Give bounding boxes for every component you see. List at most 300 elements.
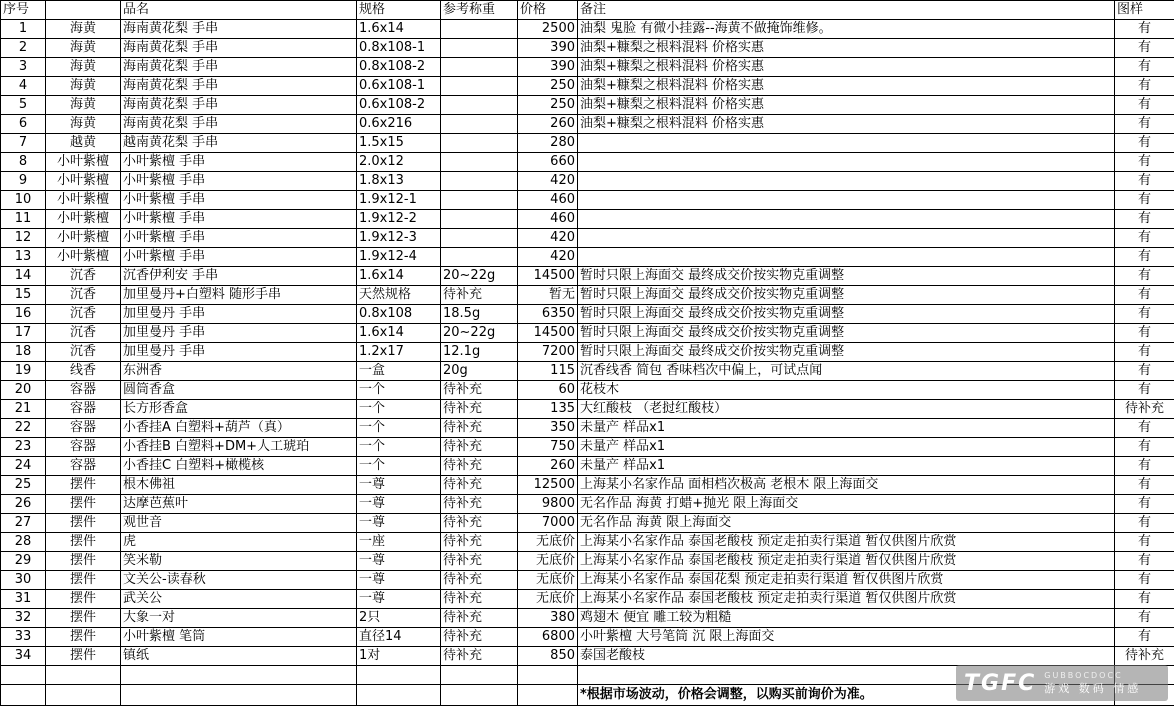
cell-index[interactable]: 14 — [1, 267, 46, 286]
cell-weight[interactable] — [441, 134, 518, 153]
cell-price[interactable]: 14500 — [518, 324, 578, 343]
cell-category[interactable]: 摆件 — [46, 647, 121, 666]
cell-sample[interactable]: 有 — [1115, 343, 1174, 362]
cell-weight[interactable]: 待补充 — [441, 495, 518, 514]
cell-weight[interactable]: 待补充 — [441, 400, 518, 419]
cell-spec[interactable]: 1.5x15 — [357, 134, 441, 153]
cell-spec[interactable]: 一尊 — [357, 495, 441, 514]
empty-cell[interactable] — [1, 685, 46, 706]
cell-weight[interactable]: 待补充 — [441, 438, 518, 457]
cell-price[interactable]: 420 — [518, 172, 578, 191]
empty-cell[interactable] — [357, 685, 441, 706]
cell-name[interactable]: 长方形香盒 — [121, 400, 357, 419]
empty-cell[interactable] — [1, 666, 46, 685]
cell-index[interactable]: 16 — [1, 305, 46, 324]
cell-spec[interactable]: 一尊 — [357, 590, 441, 609]
cell-price[interactable]: 9800 — [518, 495, 578, 514]
cell-index[interactable]: 27 — [1, 514, 46, 533]
cell-category[interactable]: 小叶紫檀 — [46, 172, 121, 191]
cell-sample[interactable]: 有 — [1115, 381, 1174, 400]
cell-category[interactable]: 小叶紫檀 — [46, 153, 121, 172]
empty-cell[interactable] — [441, 666, 518, 685]
cell-category[interactable]: 沉香 — [46, 267, 121, 286]
cell-sample[interactable]: 有 — [1115, 362, 1174, 381]
cell-price[interactable]: 750 — [518, 438, 578, 457]
cell-name[interactable]: 海南黄花梨 手串 — [121, 20, 357, 39]
cell-sample[interactable]: 有 — [1115, 134, 1174, 153]
cell-weight[interactable]: 12.1g — [441, 343, 518, 362]
cell-name[interactable]: 小香挂C 白塑料+橄榄核 — [121, 457, 357, 476]
cell-price[interactable]: 14500 — [518, 267, 578, 286]
cell-notes[interactable] — [578, 248, 1115, 267]
cell-name[interactable]: 海南黄花梨 手串 — [121, 39, 357, 58]
cell-weight[interactable]: 待补充 — [441, 514, 518, 533]
cell-name[interactable]: 小香挂B 白塑料+DM+人工琥珀 — [121, 438, 357, 457]
empty-cell[interactable] — [121, 666, 357, 685]
cell-name[interactable]: 加里曼丹 手串 — [121, 305, 357, 324]
cell-price[interactable]: 12500 — [518, 476, 578, 495]
cell-notes[interactable]: 泰国老酸枝 — [578, 647, 1115, 666]
cell-spec[interactable]: 一个 — [357, 457, 441, 476]
cell-category[interactable]: 海黄 — [46, 58, 121, 77]
cell-price[interactable]: 60 — [518, 381, 578, 400]
cell-name[interactable]: 小叶紫檀 手串 — [121, 248, 357, 267]
cell-category[interactable]: 海黄 — [46, 39, 121, 58]
cell-name[interactable]: 海南黄花梨 手串 — [121, 58, 357, 77]
cell-category[interactable]: 沉香 — [46, 324, 121, 343]
empty-cell[interactable] — [121, 685, 357, 706]
cell-category[interactable]: 沉香 — [46, 305, 121, 324]
header-row — [1, 1, 1174, 20]
cell-name[interactable]: 加里曼丹+白塑料 随形手串 — [121, 286, 357, 305]
cell-index[interactable]: 23 — [1, 438, 46, 457]
cell-index[interactable]: 8 — [1, 153, 46, 172]
cell-price[interactable]: 无底价 — [518, 533, 578, 552]
cell-notes[interactable]: 未量产 样品x1 — [578, 438, 1115, 457]
cell-sample[interactable]: 有 — [1115, 609, 1174, 628]
cell-sample[interactable]: 有 — [1115, 571, 1174, 590]
cell-index[interactable]: 30 — [1, 571, 46, 590]
cell-price[interactable]: 7000 — [518, 514, 578, 533]
cell-index[interactable]: 7 — [1, 134, 46, 153]
cell-name[interactable]: 文关公-读春秋 — [121, 571, 357, 590]
cell-sample[interactable]: 有 — [1115, 495, 1174, 514]
cell-spec[interactable]: 1.9x12-3 — [357, 229, 441, 248]
cell-category[interactable]: 小叶紫檀 — [46, 210, 121, 229]
cell-category[interactable]: 容器 — [46, 400, 121, 419]
cell-sample[interactable]: 有 — [1115, 438, 1174, 457]
cell-price[interactable]: 460 — [518, 210, 578, 229]
cell-name[interactable]: 小叶紫檀 手串 — [121, 153, 357, 172]
cell-sample[interactable]: 有 — [1115, 305, 1174, 324]
cell-category[interactable]: 沉香 — [46, 286, 121, 305]
cell-price[interactable]: 350 — [518, 419, 578, 438]
cell-notes[interactable]: 大红酸枝 （老挝红酸枝） — [578, 400, 1115, 419]
cell-notes[interactable]: 油梨 鬼脸 有微小挂露--海黄不做掩饰维修。 — [578, 20, 1115, 39]
cell-name[interactable]: 笑米勒 — [121, 552, 357, 571]
cell-index[interactable]: 17 — [1, 324, 46, 343]
cell-price[interactable]: 无底价 — [518, 552, 578, 571]
table-row — [1, 20, 1174, 39]
footer-note[interactable]: *根据市场波动，价格会调整，以购买前询价为准。 — [578, 685, 1115, 706]
cell-notes[interactable]: 无名作品 海黄 打蜡+抛光 限上海面交 — [578, 495, 1115, 514]
cell-index[interactable]: 3 — [1, 58, 46, 77]
cell-weight[interactable] — [441, 96, 518, 115]
header-cell-index[interactable]: 序号 — [1, 1, 46, 20]
cell-category[interactable]: 摆件 — [46, 552, 121, 571]
cell-notes[interactable]: 鸡翅木 便宜 雕工较为粗糙 — [578, 609, 1115, 628]
cell-index[interactable]: 19 — [1, 362, 46, 381]
cell-price[interactable]: 115 — [518, 362, 578, 381]
cell-spec[interactable]: 1对 — [357, 647, 441, 666]
cell-price[interactable]: 660 — [518, 153, 578, 172]
cell-category[interactable]: 容器 — [46, 457, 121, 476]
cell-price[interactable]: 420 — [518, 229, 578, 248]
cell-sample[interactable]: 有 — [1115, 172, 1174, 191]
cell-index[interactable]: 31 — [1, 590, 46, 609]
cell-price[interactable]: 无底价 — [518, 571, 578, 590]
cell-category[interactable]: 小叶紫檀 — [46, 229, 121, 248]
cell-sample[interactable]: 有 — [1115, 457, 1174, 476]
cell-sample[interactable]: 有 — [1115, 267, 1174, 286]
empty-cell[interactable] — [46, 666, 121, 685]
cell-name[interactable]: 虎 — [121, 533, 357, 552]
cell-sample[interactable]: 有 — [1115, 552, 1174, 571]
empty-cell[interactable] — [441, 685, 518, 706]
cell-notes[interactable]: 上海某小名家作品 泰国老酸枝 预定走拍卖行渠道 暂仅供图片欣赏 — [578, 552, 1115, 571]
cell-weight[interactable]: 待补充 — [441, 609, 518, 628]
header-cell-sample[interactable]: 图样 — [1115, 1, 1174, 20]
cell-index[interactable]: 20 — [1, 381, 46, 400]
cell-price[interactable]: 850 — [518, 647, 578, 666]
cell-sample[interactable]: 有 — [1115, 210, 1174, 229]
watermark-logo: TGFC — [956, 671, 1036, 696]
cell-index[interactable]: 10 — [1, 191, 46, 210]
table-row — [1, 495, 1174, 514]
cell-sample[interactable]: 有 — [1115, 229, 1174, 248]
cell-notes[interactable]: 上海某小名家作品 泰国老酸枝 预定走拍卖行渠道 暂仅供图片欣赏 — [578, 533, 1115, 552]
cell-index[interactable]: 1 — [1, 20, 46, 39]
cell-name[interactable]: 沉香伊利安 手串 — [121, 267, 357, 286]
cell-weight[interactable]: 18.5g — [441, 305, 518, 324]
cell-sample[interactable]: 有 — [1115, 77, 1174, 96]
cell-sample[interactable]: 有 — [1115, 20, 1174, 39]
cell-notes[interactable]: 油梨+糠梨之根料混料 价格实惠 — [578, 115, 1115, 134]
cell-spec[interactable]: 直径14 — [357, 628, 441, 647]
cell-notes[interactable]: 油梨+糠梨之根料混料 价格实惠 — [578, 96, 1115, 115]
cell-price[interactable]: 390 — [518, 58, 578, 77]
cell-sample[interactable]: 待补充 — [1115, 400, 1174, 419]
cell-weight[interactable] — [441, 191, 518, 210]
cell-notes[interactable] — [578, 153, 1115, 172]
header-cell-category[interactable] — [46, 1, 121, 20]
cell-weight[interactable] — [441, 20, 518, 39]
cell-notes[interactable]: 上海某小名家作品 泰国老酸枝 预定走拍卖行渠道 暂仅供图片欣赏 — [578, 590, 1115, 609]
empty-cell[interactable] — [518, 666, 578, 685]
cell-price[interactable]: 280 — [518, 134, 578, 153]
cell-sample[interactable]: 有 — [1115, 286, 1174, 305]
cell-name[interactable]: 小香挂A 白塑料+葫芦（真） — [121, 419, 357, 438]
cell-price[interactable]: 6350 — [518, 305, 578, 324]
cell-category[interactable]: 海黄 — [46, 20, 121, 39]
cell-spec[interactable]: 1.2x17 — [357, 343, 441, 362]
cell-weight[interactable]: 待补充 — [441, 381, 518, 400]
cell-index[interactable]: 18 — [1, 343, 46, 362]
header-cell-name[interactable]: 品名 — [121, 1, 357, 20]
cell-index[interactable]: 15 — [1, 286, 46, 305]
cell-spec[interactable]: 一尊 — [357, 571, 441, 590]
cell-spec[interactable]: 一个 — [357, 438, 441, 457]
cell-spec[interactable]: 2.0x12 — [357, 153, 441, 172]
cell-price[interactable]: 暂无 — [518, 286, 578, 305]
cell-weight[interactable]: 20g — [441, 362, 518, 381]
cell-name[interactable]: 达摩芭蕉叶 — [121, 495, 357, 514]
cell-spec[interactable]: 一个 — [357, 419, 441, 438]
cell-weight[interactable] — [441, 172, 518, 191]
cell-notes[interactable] — [578, 172, 1115, 191]
cell-spec[interactable]: 0.6x108-2 — [357, 96, 441, 115]
cell-category[interactable]: 容器 — [46, 381, 121, 400]
cell-category[interactable]: 海黄 — [46, 77, 121, 96]
cell-index[interactable]: 6 — [1, 115, 46, 134]
cell-notes[interactable]: 油梨+糠梨之根料混料 价格实惠 — [578, 77, 1115, 96]
cell-index[interactable]: 22 — [1, 419, 46, 438]
cell-name[interactable]: 海南黄花梨 手串 — [121, 115, 357, 134]
cell-weight[interactable]: 待补充 — [441, 457, 518, 476]
cell-index[interactable]: 29 — [1, 552, 46, 571]
cell-notes[interactable]: 油梨+糠梨之根料混料 价格实惠 — [578, 58, 1115, 77]
cell-category[interactable]: 摆件 — [46, 514, 121, 533]
cell-spec[interactable]: 一座 — [357, 533, 441, 552]
cell-name[interactable]: 加里曼丹 手串 — [121, 324, 357, 343]
cell-weight[interactable]: 待补充 — [441, 533, 518, 552]
cell-weight[interactable] — [441, 115, 518, 134]
cell-weight[interactable] — [441, 39, 518, 58]
cell-sample[interactable]: 有 — [1115, 533, 1174, 552]
cell-category[interactable]: 容器 — [46, 438, 121, 457]
cell-spec[interactable]: 天然规格 — [357, 286, 441, 305]
cell-weight[interactable]: 待补充 — [441, 590, 518, 609]
cell-notes[interactable] — [578, 134, 1115, 153]
cell-category[interactable]: 摆件 — [46, 476, 121, 495]
cell-notes[interactable]: 花枝木 — [578, 381, 1115, 400]
cell-category[interactable]: 摆件 — [46, 609, 121, 628]
cell-price[interactable]: 260 — [518, 457, 578, 476]
header-cell-notes[interactable]: 备注 — [578, 1, 1115, 20]
cell-notes[interactable]: 暂时只限上海面交 最终成交价按实物克重调整 — [578, 324, 1115, 343]
header-cell-price[interactable]: 价格 — [518, 1, 578, 20]
cell-weight[interactable]: 20~22g — [441, 324, 518, 343]
empty-cell[interactable] — [46, 685, 121, 706]
cell-spec[interactable]: 1.6x14 — [357, 20, 441, 39]
cell-index[interactable]: 11 — [1, 210, 46, 229]
cell-index[interactable]: 33 — [1, 628, 46, 647]
cell-index[interactable]: 32 — [1, 609, 46, 628]
cell-sample[interactable]: 有 — [1115, 628, 1174, 647]
cell-sample[interactable]: 有 — [1115, 514, 1174, 533]
cell-name[interactable]: 加里曼丹 手串 — [121, 343, 357, 362]
cell-notes[interactable]: 暂时只限上海面交 最终成交价按实物克重调整 — [578, 286, 1115, 305]
cell-name[interactable]: 小叶紫檀 手串 — [121, 172, 357, 191]
cell-name[interactable]: 大象一对 — [121, 609, 357, 628]
cell-spec[interactable]: 1.9x12-4 — [357, 248, 441, 267]
cell-index[interactable]: 26 — [1, 495, 46, 514]
cell-category[interactable]: 越黄 — [46, 134, 121, 153]
cell-index[interactable]: 2 — [1, 39, 46, 58]
cell-notes[interactable]: 小叶紫檀 大号笔筒 沉 限上海面交 — [578, 628, 1115, 647]
cell-category[interactable]: 小叶紫檀 — [46, 191, 121, 210]
cell-index[interactable]: 12 — [1, 229, 46, 248]
cell-name[interactable]: 根木佛祖 — [121, 476, 357, 495]
cell-price[interactable]: 135 — [518, 400, 578, 419]
cell-price[interactable]: 2500 — [518, 20, 578, 39]
header-cell-spec[interactable]: 规格 — [357, 1, 441, 20]
cell-spec[interactable]: 一尊 — [357, 476, 441, 495]
cell-notes[interactable]: 油梨+糠梨之根料混料 价格实惠 — [578, 39, 1115, 58]
cell-category[interactable]: 摆件 — [46, 495, 121, 514]
cell-spec[interactable]: 一尊 — [357, 514, 441, 533]
empty-cell[interactable] — [357, 666, 441, 685]
cell-weight[interactable]: 待补充 — [441, 286, 518, 305]
cell-spec[interactable]: 1.9x12-1 — [357, 191, 441, 210]
cell-notes[interactable]: 暂时只限上海面交 最终成交价按实物克重调整 — [578, 343, 1115, 362]
cell-category[interactable]: 线香 — [46, 362, 121, 381]
cell-weight[interactable]: 待补充 — [441, 647, 518, 666]
cell-index[interactable]: 13 — [1, 248, 46, 267]
cell-notes[interactable] — [578, 229, 1115, 248]
cell-spec[interactable]: 0.6x216 — [357, 115, 441, 134]
cell-notes[interactable]: 上海某小名家作品 面相档次极高 老根木 限上海面交 — [578, 476, 1115, 495]
cell-weight[interactable] — [441, 248, 518, 267]
cell-spec[interactable]: 0.8x108-1 — [357, 39, 441, 58]
cell-index[interactable]: 24 — [1, 457, 46, 476]
cell-weight[interactable] — [441, 77, 518, 96]
sheet-body — [1, 1, 1174, 706]
cell-category[interactable]: 摆件 — [46, 628, 121, 647]
cell-notes[interactable] — [578, 191, 1115, 210]
cell-price[interactable]: 420 — [518, 248, 578, 267]
cell-price[interactable]: 无底价 — [518, 590, 578, 609]
cell-weight[interactable] — [441, 153, 518, 172]
cell-sample[interactable]: 有 — [1115, 476, 1174, 495]
cell-category[interactable]: 摆件 — [46, 571, 121, 590]
cell-category[interactable]: 摆件 — [46, 533, 121, 552]
cell-sample[interactable]: 有 — [1115, 153, 1174, 172]
cell-index[interactable]: 34 — [1, 647, 46, 666]
cell-category[interactable]: 海黄 — [46, 96, 121, 115]
cell-index[interactable]: 9 — [1, 172, 46, 191]
cell-price[interactable]: 260 — [518, 115, 578, 134]
cell-name[interactable]: 观世音 — [121, 514, 357, 533]
cell-sample[interactable]: 有 — [1115, 191, 1174, 210]
cell-spec[interactable]: 0.8x108 — [357, 305, 441, 324]
cell-weight[interactable]: 待补充 — [441, 628, 518, 647]
cell-spec[interactable]: 一个 — [357, 381, 441, 400]
cell-weight[interactable]: 待补充 — [441, 552, 518, 571]
cell-name[interactable]: 小叶紫檀 手串 — [121, 191, 357, 210]
cell-category[interactable]: 沉香 — [46, 343, 121, 362]
cell-price[interactable]: 7200 — [518, 343, 578, 362]
cell-category[interactable]: 海黄 — [46, 115, 121, 134]
cell-price[interactable]: 6800 — [518, 628, 578, 647]
cell-weight[interactable]: 待补充 — [441, 571, 518, 590]
cell-index[interactable]: 25 — [1, 476, 46, 495]
cell-weight[interactable] — [441, 229, 518, 248]
cell-sample[interactable]: 有 — [1115, 39, 1174, 58]
cell-index[interactable]: 21 — [1, 400, 46, 419]
cell-weight[interactable] — [441, 210, 518, 229]
cell-name[interactable]: 镇纸 — [121, 647, 357, 666]
cell-name[interactable]: 海南黄花梨 手串 — [121, 77, 357, 96]
cell-sample[interactable]: 有 — [1115, 96, 1174, 115]
cell-spec[interactable]: 1.8x13 — [357, 172, 441, 191]
watermark-text — [1044, 671, 1141, 696]
cell-spec[interactable]: 2只 — [357, 609, 441, 628]
cell-name[interactable]: 小叶紫檀 手串 — [121, 229, 357, 248]
cell-spec[interactable]: 一尊 — [357, 552, 441, 571]
cell-sample[interactable]: 待补充 — [1115, 647, 1174, 666]
cell-notes[interactable] — [578, 210, 1115, 229]
cell-spec[interactable]: 1.9x12-2 — [357, 210, 441, 229]
cell-notes[interactable]: 未量产 样品x1 — [578, 419, 1115, 438]
cell-price[interactable]: 250 — [518, 96, 578, 115]
cell-name[interactable]: 海南黄花梨 手串 — [121, 96, 357, 115]
cell-sample[interactable]: 有 — [1115, 248, 1174, 267]
cell-weight[interactable]: 待补充 — [441, 476, 518, 495]
cell-name[interactable]: 武关公 — [121, 590, 357, 609]
cell-category[interactable]: 摆件 — [46, 590, 121, 609]
cell-index[interactable]: 28 — [1, 533, 46, 552]
cell-notes[interactable]: 上海某小名家作品 泰国花梨 预定走拍卖行渠道 暂仅供图片欣赏 — [578, 571, 1115, 590]
cell-sample[interactable]: 有 — [1115, 590, 1174, 609]
cell-notes[interactable]: 沉香线香 简包 香味档次中偏上，可试点闻 — [578, 362, 1115, 381]
cell-spec[interactable]: 1.6x14 — [357, 267, 441, 286]
cell-notes[interactable]: 暂时只限上海面交 最终成交价按实物克重调整 — [578, 305, 1115, 324]
cell-category[interactable]: 小叶紫檀 — [46, 248, 121, 267]
cell-price[interactable]: 390 — [518, 39, 578, 58]
cell-sample[interactable]: 有 — [1115, 58, 1174, 77]
cell-notes[interactable]: 暂时只限上海面交 最终成交价按实物克重调整 — [578, 267, 1115, 286]
cell-notes[interactable]: 未量产 样品x1 — [578, 457, 1115, 476]
cell-name[interactable]: 越南黄花梨 手串 — [121, 134, 357, 153]
cell-index[interactable]: 5 — [1, 96, 46, 115]
cell-spec[interactable]: 1.6x14 — [357, 324, 441, 343]
cell-weight[interactable]: 待补充 — [441, 419, 518, 438]
cell-category[interactable]: 容器 — [46, 419, 121, 438]
cell-sample[interactable]: 有 — [1115, 115, 1174, 134]
cell-sample[interactable]: 有 — [1115, 419, 1174, 438]
cell-spec[interactable]: 0.6x108-1 — [357, 77, 441, 96]
cell-name[interactable]: 小叶紫檀 笔筒 — [121, 628, 357, 647]
cell-spec[interactable]: 0.8x108-2 — [357, 58, 441, 77]
cell-name[interactable]: 圆筒香盒 — [121, 381, 357, 400]
cell-price[interactable]: 250 — [518, 77, 578, 96]
header-cell-weight[interactable]: 参考称重 — [441, 1, 518, 20]
cell-weight[interactable]: 20~22g — [441, 267, 518, 286]
cell-name[interactable]: 东洲香 — [121, 362, 357, 381]
cell-notes[interactable]: 无名作品 海黄 限上海面交 — [578, 514, 1115, 533]
cell-sample[interactable]: 有 — [1115, 324, 1174, 343]
table-row — [1, 533, 1174, 552]
cell-index[interactable]: 4 — [1, 77, 46, 96]
cell-price[interactable]: 380 — [518, 609, 578, 628]
cell-price[interactable]: 460 — [518, 191, 578, 210]
cell-spec[interactable]: 一个 — [357, 400, 441, 419]
cell-name[interactable]: 小叶紫檀 手串 — [121, 210, 357, 229]
cell-spec[interactable]: 一盒 — [357, 362, 441, 381]
cell-weight[interactable] — [441, 58, 518, 77]
empty-cell[interactable] — [518, 685, 578, 706]
